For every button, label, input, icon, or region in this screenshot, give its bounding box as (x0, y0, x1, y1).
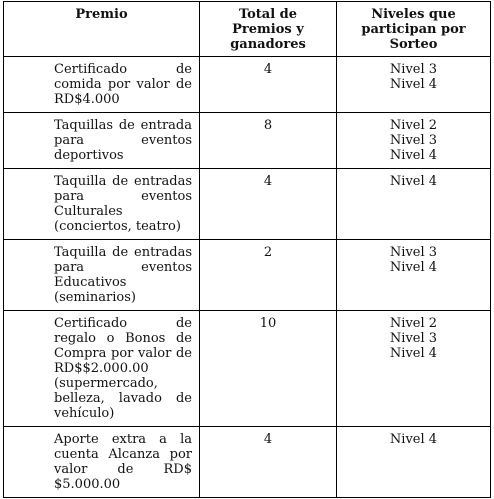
level-item: Nivel 2 (389, 118, 438, 133)
table-row (4, 169, 491, 240)
table-row (4, 113, 491, 169)
levels-cell (337, 240, 491, 311)
levels-cell (337, 311, 491, 427)
prize-cell: Aporte extra a la cuenta Alcanza por valor de RD$ $5.000.00 (4, 427, 200, 498)
prize-cell: Taquilla de entradas para eventos Culturales (conciertos, teatro) (4, 169, 200, 240)
table-row (4, 311, 491, 427)
level-item: Nivel 4 (389, 346, 438, 361)
header-count-line: ganadores (230, 37, 306, 52)
levels-cell (337, 427, 491, 498)
level-item: Nivel 3 (389, 133, 438, 148)
count-cell: 4 (200, 427, 337, 498)
header-levels-line: Sorteo (389, 37, 438, 52)
table-row (4, 427, 491, 498)
table-row (4, 240, 491, 311)
header-levels (337, 2, 491, 57)
level-item: Nivel 2 (389, 316, 438, 331)
levels-cell (337, 113, 491, 169)
header-levels-line: Niveles que (371, 7, 456, 22)
prize-cell: Taquillas de entrada para eventos deportivos (4, 113, 200, 169)
header-row (4, 2, 491, 57)
table-row (4, 57, 491, 113)
header-count-line: Premios y (232, 22, 304, 37)
levels-cell (337, 169, 491, 240)
count-cell: 8 (200, 113, 337, 169)
table-body (4, 57, 491, 498)
count-cell: 4 (200, 169, 337, 240)
header-count (200, 2, 337, 57)
level-item: Nivel 3 (389, 245, 438, 260)
prize-cell: Taquilla de entradas para eventos Educativos (seminarios) (4, 240, 200, 311)
header-prize: Premio (4, 2, 200, 57)
level-item: Nivel 4 (389, 77, 438, 92)
level-item: Nivel 4 (389, 260, 438, 275)
prize-cell: Certificado de regalo o Bonos de Compra por valor de RD$$2.000.00 (supermercado, belleza, lavado de vehículo) (4, 311, 200, 427)
levels-cell (337, 57, 491, 113)
header-count-line: Total de (238, 7, 298, 22)
level-item: Nivel 3 (389, 331, 438, 346)
header-levels-line: participan por (361, 22, 466, 37)
prize-cell: Certificado de comida por valor de RD$4.000 (4, 57, 200, 113)
table-header (4, 2, 491, 57)
level-item: Nivel 4 (389, 174, 438, 189)
level-item: Nivel 4 (389, 432, 438, 447)
count-cell: 4 (200, 57, 337, 113)
count-cell: 2 (200, 240, 337, 311)
count-cell: 10 (200, 311, 337, 427)
prize-table (3, 1, 491, 498)
level-item: Nivel 4 (389, 148, 438, 163)
level-item: Nivel 3 (389, 62, 438, 77)
